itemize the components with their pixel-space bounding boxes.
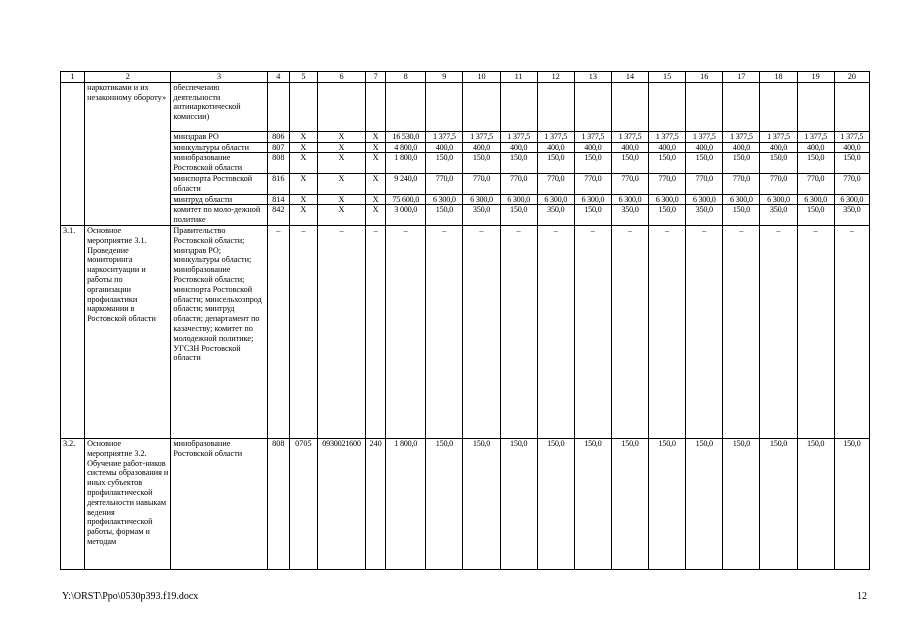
year-amount-cell: 150,0 (463, 438, 500, 569)
item-number-cell (61, 82, 85, 225)
year-amount-cell: 770,0 (426, 173, 463, 194)
year-amount-cell: 150,0 (500, 153, 537, 174)
item-number-cell: 3.1. (61, 225, 85, 438)
expense-type-cell: X (366, 194, 386, 205)
year-amount-cell: 1 377,5 (834, 131, 869, 142)
section-code-cell: X (289, 194, 317, 205)
year-amount-cell: 150,0 (500, 438, 537, 569)
column-number-header: 8 (386, 72, 426, 83)
grbs-code-cell: 808 (267, 153, 289, 174)
expense-type-cell: X (366, 142, 386, 153)
executor-cell: минтруд области (171, 194, 267, 205)
column-number-header: 19 (797, 72, 834, 83)
column-number-header: 6 (317, 72, 365, 83)
year-amount-cell (426, 82, 463, 131)
year-amount-cell: 400,0 (426, 142, 463, 153)
year-amount-cell: 1 377,5 (426, 131, 463, 142)
activity-name-cell: Основное мероприятие 3.2. Обучение работ-ников системы образования и иных субъектов профилактической деятельности навыкам ведения профилактической работы, формам и методам (85, 438, 171, 569)
header-row (61, 72, 870, 83)
activity-name-cell: наркотиками и их незаконному обороту» (85, 82, 171, 225)
year-amount-cell: 400,0 (574, 142, 611, 153)
dash-cell: – (386, 225, 426, 438)
grbs-code-cell: 842 (267, 205, 289, 226)
year-amount-cell: 350,0 (686, 205, 723, 226)
dash-cell: – (289, 225, 317, 438)
section-code-cell: X (289, 153, 317, 174)
column-number-header: 11 (500, 72, 537, 83)
column-number-header: 15 (649, 72, 686, 83)
year-amount-cell: 150,0 (760, 438, 797, 569)
target-article-cell: X (317, 205, 365, 226)
dash-cell: – (797, 225, 834, 438)
year-amount-cell: 6 300,0 (686, 194, 723, 205)
year-amount-cell (649, 82, 686, 131)
year-amount-cell: 770,0 (723, 173, 760, 194)
section-code-cell (289, 82, 317, 131)
year-amount-cell: 770,0 (574, 173, 611, 194)
year-amount-cell: 400,0 (611, 142, 648, 153)
column-number-header: 16 (686, 72, 723, 83)
table-row (61, 131, 870, 142)
column-number-header: 5 (289, 72, 317, 83)
year-amount-cell (760, 82, 797, 131)
target-article-cell: X (317, 173, 365, 194)
year-amount-cell: 1 377,5 (723, 131, 760, 142)
column-number-header: 7 (366, 72, 386, 83)
year-amount-cell: 150,0 (649, 205, 686, 226)
table-row (61, 142, 870, 153)
year-amount-cell: 1 377,5 (649, 131, 686, 142)
column-number-header: 14 (611, 72, 648, 83)
column-number-header: 10 (463, 72, 500, 83)
executor-cell: комитет по моло-дежной политике (171, 205, 267, 226)
year-amount-cell (463, 82, 500, 131)
column-number-header: 3 (171, 72, 267, 83)
dash-cell: – (267, 225, 289, 438)
column-number-header: 4 (267, 72, 289, 83)
executor-cell: Правительство Ростовской области; минздрав РО; минкультуры области; минобразование Ростовской области; минспорта Ростовской области; минсельхозпрод области; минтруд области; департамент по казачеству; комитет по молодежной политике; УГСЗН Ростовской области (171, 225, 267, 438)
grbs-code-cell (267, 82, 289, 131)
total-amount-cell: 9 240,0 (386, 173, 426, 194)
year-amount-cell: 150,0 (537, 153, 574, 174)
year-amount-cell: 1 377,5 (574, 131, 611, 142)
column-number-header: 13 (574, 72, 611, 83)
year-amount-cell: 350,0 (537, 205, 574, 226)
year-amount-cell: 770,0 (500, 173, 537, 194)
grbs-code-cell: 806 (267, 131, 289, 142)
year-amount-cell: 6 300,0 (500, 194, 537, 205)
year-amount-cell: 770,0 (649, 173, 686, 194)
dash-cell: – (723, 225, 760, 438)
total-amount-cell (386, 82, 426, 131)
year-amount-cell: 1 377,5 (463, 131, 500, 142)
year-amount-cell: 770,0 (537, 173, 574, 194)
year-amount-cell (574, 82, 611, 131)
expense-type-cell: X (366, 153, 386, 174)
table-row (61, 205, 870, 226)
total-amount-cell: 16 530,0 (386, 131, 426, 142)
year-amount-cell (537, 82, 574, 131)
year-amount-cell: 770,0 (611, 173, 648, 194)
table-row (61, 438, 870, 569)
year-amount-cell: 400,0 (537, 142, 574, 153)
year-amount-cell: 150,0 (834, 153, 869, 174)
year-amount-cell (500, 82, 537, 131)
year-amount-cell: 6 300,0 (760, 194, 797, 205)
year-amount-cell: 400,0 (463, 142, 500, 153)
section-code-cell: X (289, 173, 317, 194)
executor-cell: минобразование Ростовской области (171, 438, 267, 569)
table-row (61, 153, 870, 174)
dash-cell: – (760, 225, 797, 438)
target-article-cell: X (317, 142, 365, 153)
executor-cell: минобразование Ростовской области (171, 153, 267, 174)
year-amount-cell: 6 300,0 (649, 194, 686, 205)
grbs-code-cell: 814 (267, 194, 289, 205)
year-amount-cell: 770,0 (760, 173, 797, 194)
year-amount-cell: 400,0 (834, 142, 869, 153)
executor-cell: минспорта Ростовской области (171, 173, 267, 194)
section-code-cell: 0705 (289, 438, 317, 569)
year-amount-cell: 150,0 (686, 153, 723, 174)
footer-file-path: Y:\ORST\Ppo\0530p393.f19.docx (62, 591, 199, 602)
year-amount-cell: 770,0 (686, 173, 723, 194)
year-amount-cell: 350,0 (834, 205, 869, 226)
expense-type-cell: X (366, 205, 386, 226)
year-amount-cell: 6 300,0 (723, 194, 760, 205)
dash-cell: – (426, 225, 463, 438)
column-number-header: 12 (537, 72, 574, 83)
year-amount-cell: 150,0 (797, 153, 834, 174)
table-row (61, 194, 870, 205)
grbs-code-cell: 808 (267, 438, 289, 569)
year-amount-cell: 1 377,5 (760, 131, 797, 142)
footer-page-number: 12 (857, 591, 867, 602)
year-amount-cell: 1 377,5 (797, 131, 834, 142)
table-row (61, 173, 870, 194)
year-amount-cell: 400,0 (649, 142, 686, 153)
total-amount-cell: 3 000,0 (386, 205, 426, 226)
year-amount-cell: 6 300,0 (797, 194, 834, 205)
column-number-header: 17 (723, 72, 760, 83)
executor-cell: минкультуры области (171, 142, 267, 153)
year-amount-cell: 150,0 (834, 438, 869, 569)
year-amount-cell: 150,0 (574, 153, 611, 174)
grbs-code-cell: 807 (267, 142, 289, 153)
dash-cell: – (611, 225, 648, 438)
section-code-cell: X (289, 142, 317, 153)
target-article-cell: X (317, 153, 365, 174)
year-amount-cell: 6 300,0 (537, 194, 574, 205)
year-amount-cell: 350,0 (463, 205, 500, 226)
column-number-header: 1 (61, 72, 85, 83)
year-amount-cell: 770,0 (834, 173, 869, 194)
total-amount-cell: 1 800,0 (386, 153, 426, 174)
target-article-cell: X (317, 131, 365, 142)
year-amount-cell: 6 300,0 (834, 194, 869, 205)
dash-cell: – (574, 225, 611, 438)
dash-cell: – (834, 225, 869, 438)
year-amount-cell: 150,0 (500, 205, 537, 226)
year-amount-cell: 6 300,0 (426, 194, 463, 205)
year-amount-cell: 1 377,5 (537, 131, 574, 142)
dash-cell: – (366, 225, 386, 438)
year-amount-cell: 6 300,0 (463, 194, 500, 205)
year-amount-cell: 350,0 (611, 205, 648, 226)
year-amount-cell (834, 82, 869, 131)
year-amount-cell: 1 377,5 (611, 131, 648, 142)
grbs-code-cell: 816 (267, 173, 289, 194)
dash-cell: – (317, 225, 365, 438)
table-body (61, 72, 870, 570)
year-amount-cell: 150,0 (537, 438, 574, 569)
table-row (61, 82, 870, 131)
year-amount-cell: 150,0 (611, 438, 648, 569)
year-amount-cell: 150,0 (797, 205, 834, 226)
year-amount-cell: 400,0 (797, 142, 834, 153)
year-amount-cell (723, 82, 760, 131)
target-article-cell: 0930021600 (317, 438, 365, 569)
year-amount-cell: 150,0 (723, 205, 760, 226)
executor-cell: обеспечению деятельности антинаркотической комиссии) (171, 82, 267, 131)
dash-cell: – (686, 225, 723, 438)
year-amount-cell: 6 300,0 (574, 194, 611, 205)
item-number-cell: 3.2. (61, 438, 85, 569)
column-number-header: 2 (85, 72, 171, 83)
year-amount-cell: 150,0 (463, 153, 500, 174)
year-amount-cell: 150,0 (649, 438, 686, 569)
year-amount-cell: 400,0 (500, 142, 537, 153)
program-table (60, 71, 870, 570)
expense-type-cell: X (366, 173, 386, 194)
year-amount-cell: 770,0 (797, 173, 834, 194)
expense-type-cell (366, 82, 386, 131)
expense-type-cell: X (366, 131, 386, 142)
target-article-cell: X (317, 194, 365, 205)
year-amount-cell (797, 82, 834, 131)
year-amount-cell: 150,0 (649, 153, 686, 174)
year-amount-cell (686, 82, 723, 131)
year-amount-cell: 150,0 (611, 153, 648, 174)
expense-type-cell: 240 (366, 438, 386, 569)
year-amount-cell: 400,0 (760, 142, 797, 153)
year-amount-cell: 400,0 (723, 142, 760, 153)
target-article-cell (317, 82, 365, 131)
year-amount-cell (611, 82, 648, 131)
table-row (61, 225, 870, 438)
section-code-cell: X (289, 131, 317, 142)
year-amount-cell: 150,0 (723, 438, 760, 569)
year-amount-cell: 150,0 (426, 153, 463, 174)
year-amount-cell: 400,0 (686, 142, 723, 153)
year-amount-cell: 350,0 (760, 205, 797, 226)
total-amount-cell: 4 800,0 (386, 142, 426, 153)
year-amount-cell: 150,0 (686, 438, 723, 569)
column-number-header: 18 (760, 72, 797, 83)
section-code-cell: X (289, 205, 317, 226)
year-amount-cell: 770,0 (463, 173, 500, 194)
dash-cell: – (649, 225, 686, 438)
year-amount-cell: 150,0 (760, 153, 797, 174)
year-amount-cell: 150,0 (574, 205, 611, 226)
column-number-header: 20 (834, 72, 869, 83)
year-amount-cell: 1 377,5 (686, 131, 723, 142)
year-amount-cell: 1 377,5 (500, 131, 537, 142)
column-number-header: 9 (426, 72, 463, 83)
executor-cell: минздрав РО (171, 131, 267, 142)
activity-name-cell: Основное мероприятие 3.1. Проведение мониторинга наркоситуации и работы по организации профилактики наркомании в Ростовской области (85, 225, 171, 438)
dash-cell: – (537, 225, 574, 438)
year-amount-cell: 150,0 (797, 438, 834, 569)
year-amount-cell: 150,0 (426, 205, 463, 226)
year-amount-cell: 6 300,0 (611, 194, 648, 205)
dash-cell: – (500, 225, 537, 438)
year-amount-cell: 150,0 (574, 438, 611, 569)
total-amount-cell: 75 600,0 (386, 194, 426, 205)
year-amount-cell: 150,0 (723, 153, 760, 174)
total-amount-cell: 1 800,0 (386, 438, 426, 569)
dash-cell: – (463, 225, 500, 438)
year-amount-cell: 150,0 (426, 438, 463, 569)
